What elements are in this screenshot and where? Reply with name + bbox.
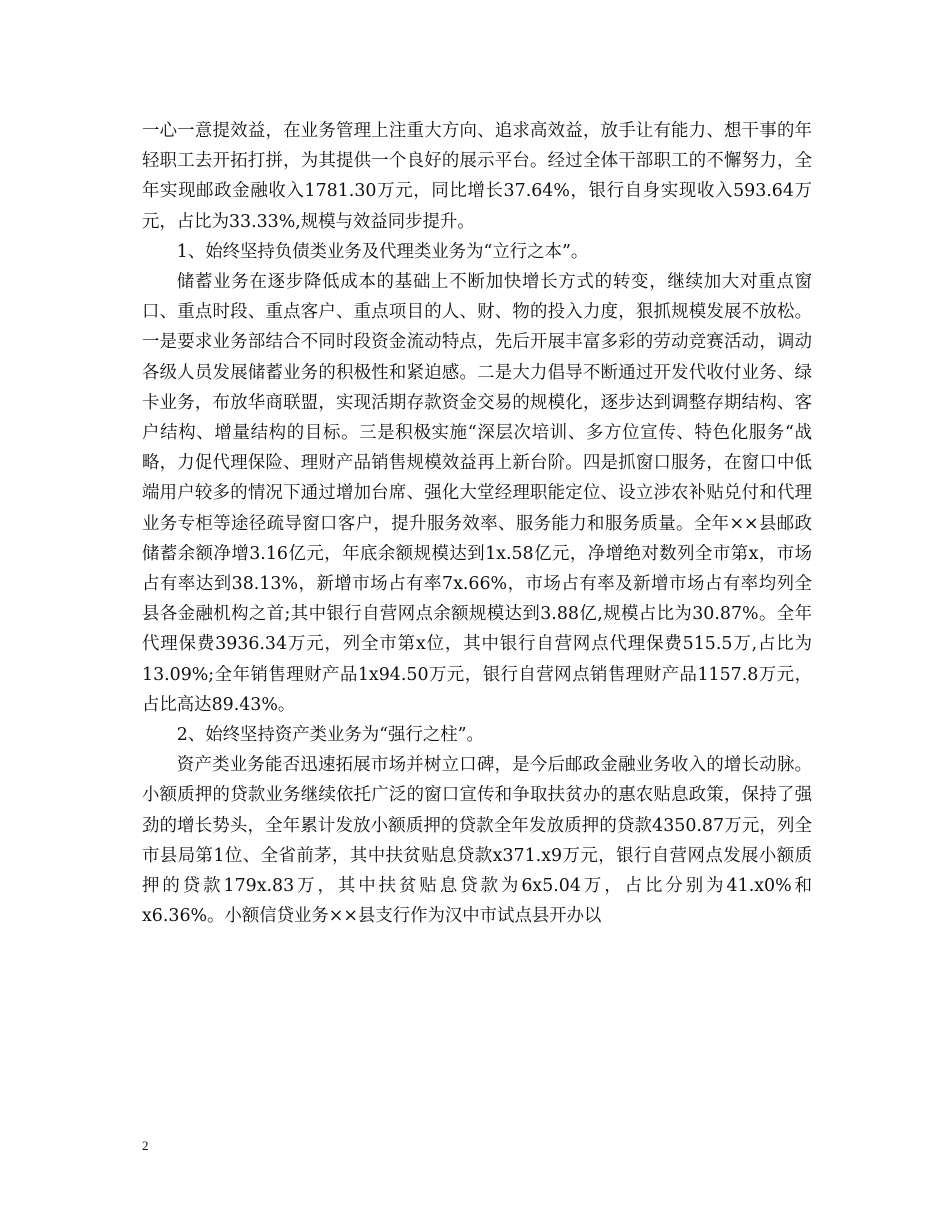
section-heading: 2、始终坚持资产类业务为“强行之柱”。 <box>176 725 484 746</box>
paragraph: 一心一意提效益，在业务管理上注重大方向、追求高效益，放手让有能力、想干事的年轻职工去开拓打拼，为其提供一个良好的展示平台。经过全体干部职工的不懈努力，全年实现邮政金融收入1781.30万元，同比增长37.64%，银行自身实现收入593.64万元，占比为33.33%,规模与效益同步提升。 <box>142 121 812 232</box>
page-number: 2 <box>142 1138 149 1153</box>
document-body <box>142 116 812 931</box>
section-heading: 1、始终坚持负债类业务及代理类业务为“立行之本”。 <box>176 241 589 262</box>
paragraph: 储蓄业务在逐步降低成本的基础上不断加快增长方式的转变，继续加大对重点窗口、重点时段、重点客户、重点项目的人、财、物的投入力度，狠抓规模发展不放松。一是要求业务部结合不同时段资金流动特点，先后开展丰富多彩的劳动竞赛活动，调动各级人员发展储蓄业务的积极性和紧迫感。二是大力倡导不断通过开发代收付业务、绿卡业务，布放华商联盟，实现活期存款资金交易的规模化，逐步达到调整存期结构、客户结构、增量结构的目标。三是积极实施“深层次培训、多方位宣传、特色化服务“战略，力促代理保险、理财产品销售规模效益再上新台阶。四是抓窗口服务，在窗口中低端用户较多的情况下通过增加台席、强化大堂经理职能定位、设立涉农补贴兑付和代理业务专柜等途径疏导窗口客户，提升服务效率、服务能力和服务质量。全年××县邮政储蓄余额净增3.16亿元，年底余额规模达到1x.58亿元，净增绝对数列全市第x，市场占有率达到38.13%，新增市场占有率7x.66%，市场占有率及新增市场占有率均列全县各金融机构之首;其中银行自营网点余额规模达到3.88亿,规模占比为30.87%。全年代理保费3936.34万元，列全市第x位，其中银行自营网点代理保费515.5万,占比为13.09%;全年销售理财产品1x94.50万元，银行自营网点销售理财产品1157.8万元，占比高达89.43%。 <box>142 272 812 715</box>
paragraph: 资产类业务能否迅速拓展市场并树立口碑，是今后邮政金融业务收入的增长动脉。小额质押的贷款业务继续依托广泛的窗口宣传和争取扶贫办的惠农贴息政策，保持了强劲的增长势头，全年累计发放小额质押的贷款全年发放质押的贷款4350.87万元，列全市县局第1位、全省前茅，其中扶贫贴息贷款x371.x9万元，银行自营网点发展小额质押的贷款179x.83万，其中扶贫贴息贷款为6x5.04万，占比分别为41.x0%和x6.36%。小额信贷业务××县支行作为汉中市试点县开办以 <box>142 755 812 927</box>
